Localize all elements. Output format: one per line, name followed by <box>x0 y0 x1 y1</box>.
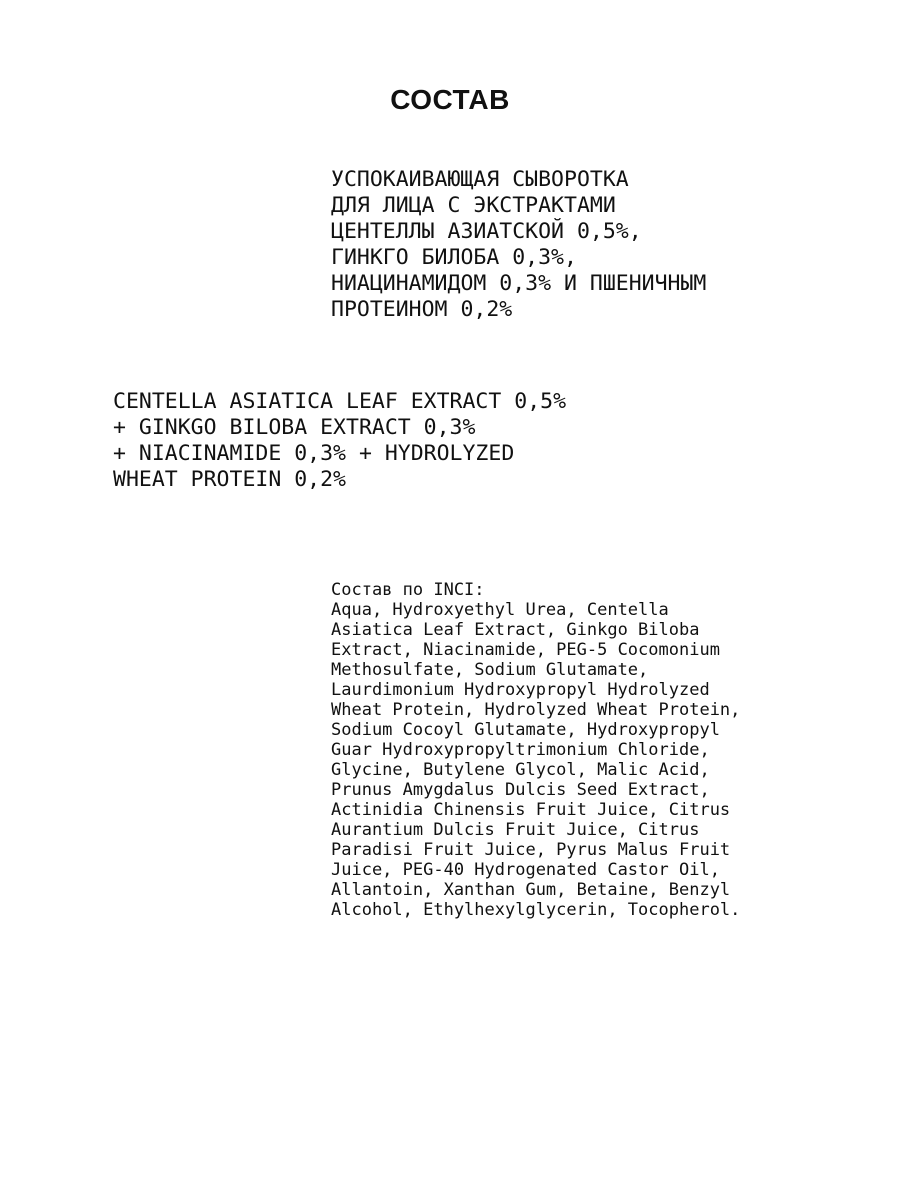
inci-ingredients-list: Aqua, Hydroxyethyl Urea, Centella Asiatica Leaf Extract, Ginkgo Biloba Extract, Niacinamide, PEG-5 Cocomonium Methosulfate, Sodium Glutamate, Laurdimonium Hydroxypropyl Hydrolyzed Wheat Protein, Hydrolyzed Wheat Protein, Sodium Cocoyl Glutamate, Hydroxypropyl Guar Hydroxypropyltrimonium Chloride, Glycine, Butylene Glycol, Malic Acid, Prunus Amygdalus Dulcis Seed Extract, Actinidia Chinensis Fruit Juice, Citrus Aurantium Dulcis Fruit Juice, Citrus Paradisi Fruit Juice, Pyrus Malus Fruit Juice, PEG-40 Hydrogenated Castor Oil, Allantoin, Xanthan Gum, Betaine, Benzyl Alcohol, Ethylhexylglycerin, Tocopherol. <box>331 600 741 920</box>
page-title: СОСТАВ <box>390 84 510 115</box>
product-name-ru: УСПОКАИВАЮЩАЯ СЫВОРОТКА ДЛЯ ЛИЦА С ЭКСТРАКТАМИ ЦЕНТЕЛЛЫ АЗИАТСКОЙ 0,5%, ГИНКГО БИЛОБА 0,3%, НИАЦИНАМИДОМ 0,3% И ПШЕНИЧНЫМ ПРОТЕИНОМ 0,2% <box>331 167 707 322</box>
active-ingredients-en: CENTELLA ASIATICA LEAF EXTRACT 0,5% + GINKGO BILOBA EXTRACT 0,3% + NIACINAMIDE 0,3% + HYDROLYZED WHEAT PROTEIN 0,2% <box>113 389 567 492</box>
inci-label: Состав по INCI: <box>331 580 485 600</box>
